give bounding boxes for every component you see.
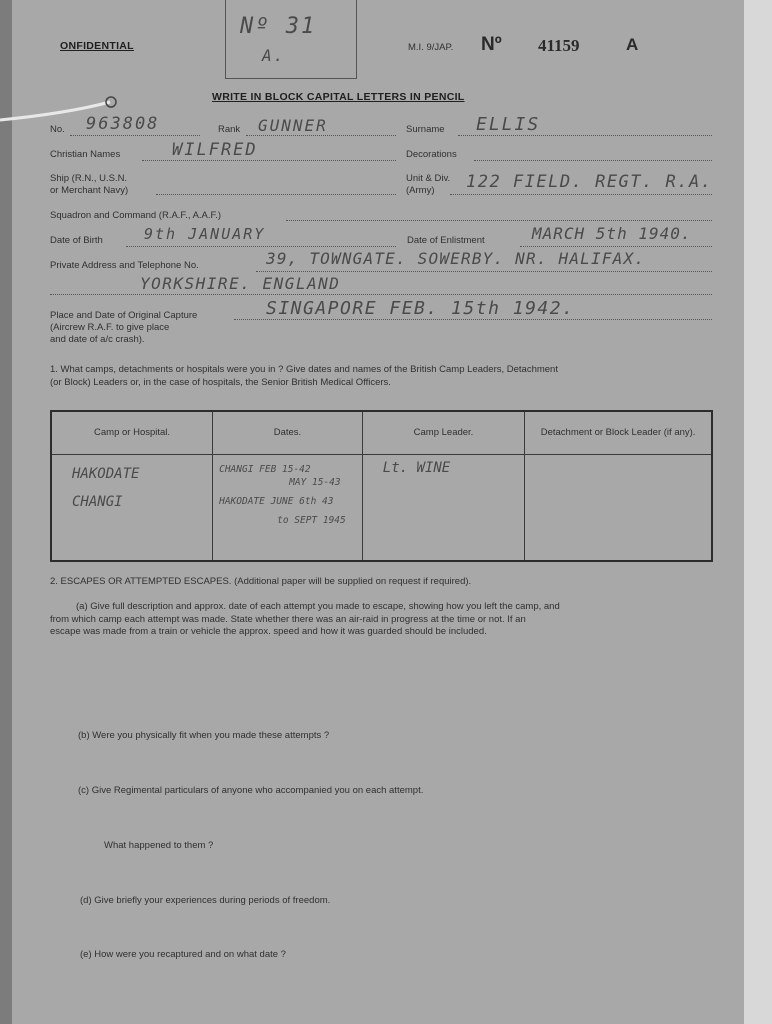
detachment-cell <box>525 455 712 562</box>
capture-value: SINGAPORE FEB. 15th 1942. <box>266 298 575 319</box>
surname-value: ELLIS <box>476 114 541 135</box>
number-sign: Nº <box>481 34 502 55</box>
camp-cell <box>51 455 213 562</box>
col-camp-or-hospital: Camp or Hospital. <box>51 411 213 455</box>
decorations-label: Decorations <box>406 149 457 160</box>
question-1 <box>50 364 558 389</box>
capture-label-line3: and date of a/c crash). <box>50 334 145 345</box>
dates-cell <box>213 455 363 562</box>
enlistment-value: MARCH 5th 1940. <box>532 224 692 243</box>
camps-table-header <box>51 411 712 455</box>
question-2b: (b) Were you physically fit when you made these attempts ? <box>78 730 330 741</box>
question-1-line1: 1. What camps, detachments or hospitals were you in ? Give dates and names of the British Camp Leaders, Detachment <box>50 364 558 375</box>
question-2c-followup: What happened to them ? <box>104 840 214 851</box>
camp-name: HAKODATE <box>72 466 140 482</box>
stamp-number: Nº 31 <box>240 14 317 39</box>
camps-table <box>50 410 713 562</box>
question-2a <box>50 601 560 639</box>
question-2a-line3: escape was made from a train or vehicle the approx. speed and how it was guarded should be included. <box>50 626 487 637</box>
unit-value: 122 FIELD. REGT. R.A. <box>466 172 713 192</box>
next-page-edge <box>744 0 772 1024</box>
leader-name: Lt. WINE <box>382 460 451 476</box>
question-2e: (e) How were you recaptured and on what date ? <box>80 949 286 960</box>
rank-value: GUNNER <box>258 116 328 135</box>
enlistment-label: Date of Enlistment <box>407 235 485 246</box>
date-entry: HAKODATE JUNE 6th 43 <box>219 496 334 507</box>
date-entry: to SEPT 1945 <box>277 515 346 526</box>
camp-name: CHANGI <box>72 494 123 510</box>
question-1-line2: (or Block) Leaders or, in the case of hospitals, the Senior British Medical Officers. <box>50 376 391 388</box>
ship-label-line2: or Merchant Navy) <box>50 185 129 196</box>
leader-cell <box>362 455 524 562</box>
table-row <box>51 455 712 562</box>
question-2a-line2: from which camp each attempt was made. State whether there was an air-raid in progress at the time or not. If an <box>50 613 526 625</box>
binder-edge <box>0 0 12 1024</box>
dob-value: 9th JANUARY <box>144 225 266 243</box>
squadron-label: Squadron and Command (R.A.F., A.A.F.) <box>50 210 222 221</box>
unit-label-line2: (Army) <box>406 185 435 196</box>
address-value-line2: YORKSHIRE. ENGLAND <box>140 274 341 293</box>
dob-label: Date of Birth <box>50 235 103 246</box>
form-suffix: A <box>626 35 639 54</box>
no-value: 963808 <box>86 114 160 134</box>
reference-stamp <box>225 0 357 79</box>
stamp-letter: A. <box>262 46 286 65</box>
ship-label: Ship (R.N., U.S.N. <box>50 173 128 184</box>
form-reference: M.I. 9/JAP. <box>408 42 454 53</box>
question-2a-line1: (a) Give full description and approx. date of each attempt you made to escape, showing how you left the camp, and <box>76 601 560 612</box>
date-entry: MAY 15-43 <box>289 477 341 488</box>
no-label: No. <box>50 124 65 135</box>
col-dates: Dates. <box>213 411 363 455</box>
question-2c: (c) Give Regimental particulars of anyone who accompanied you on each attempt. <box>78 785 424 796</box>
surname-label: Surname <box>406 124 445 135</box>
date-entry: CHANGI FEB 15-42 <box>219 464 311 475</box>
address-label: Private Address and Telephone No. <box>50 260 199 271</box>
question-2-title: 2. ESCAPES OR ATTEMPTED ESCAPES. (Additional paper will be supplied on request if required). <box>50 576 472 587</box>
unit-label: Unit & Div. <box>406 173 451 184</box>
col-detachment-leader: Detachment or Block Leader (if any). <box>525 411 712 455</box>
capture-label-line2: (Aircrew R.A.F. to give place <box>50 322 170 333</box>
form-number: 41159 <box>538 36 580 55</box>
confidential-label: ONFIDENTIAL <box>60 40 134 52</box>
rank-label: Rank <box>218 124 241 135</box>
christian-names-value: WILFRED <box>172 140 258 160</box>
col-camp-leader: Camp Leader. <box>362 411 524 455</box>
christian-names-label: Christian Names <box>50 149 121 160</box>
instruction-heading: WRITE IN BLOCK CAPITAL LETTERS IN PENCIL <box>212 91 465 103</box>
question-2d: (d) Give briefly your experiences during periods of freedom. <box>80 895 331 906</box>
address-value: 39, TOWNGATE. SOWERBY. NR. HALIFAX. <box>266 249 646 268</box>
capture-label: Place and Date of Original Capture <box>50 310 198 321</box>
